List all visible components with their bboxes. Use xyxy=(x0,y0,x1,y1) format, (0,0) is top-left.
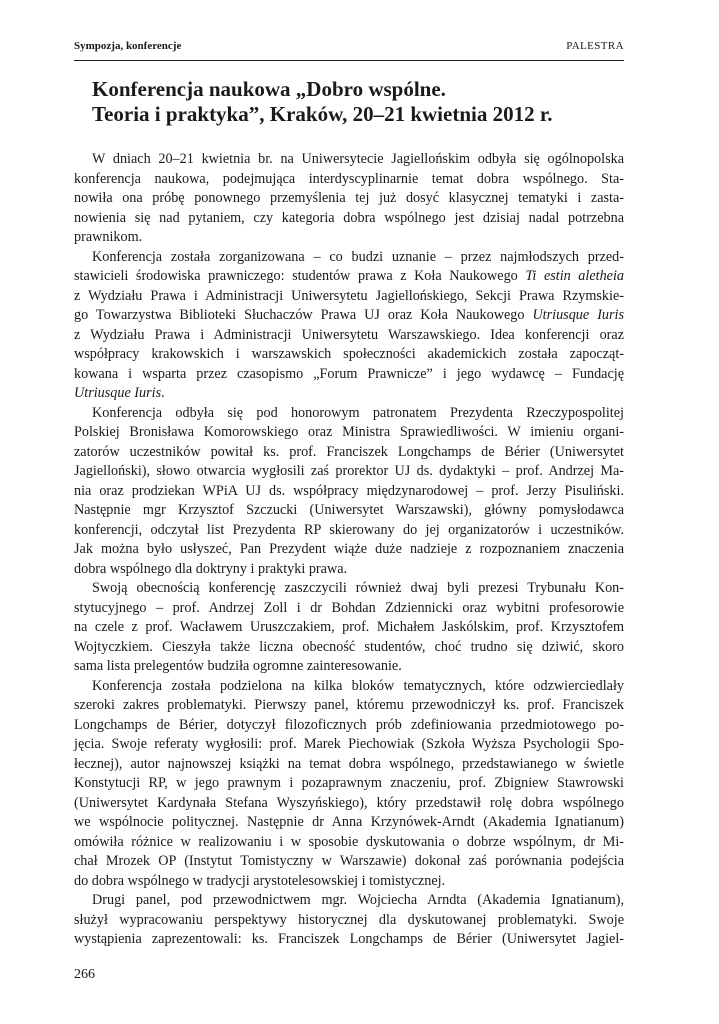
text-line: Konstytucji RP, w jego prawnym i pozaprawnym znaczeniu, prof. Zbigniew Stawrowski xyxy=(74,775,624,791)
text-line: konferencji, odczytał list Prezydenta RP skierowany do jej organizatorów i uczestników. xyxy=(74,521,624,538)
paragraph xyxy=(74,150,624,248)
text-line: Swoją obecnością konferencję zaszczycili również dwaj byli prezesi Trybunału Kon- xyxy=(92,580,624,596)
text-line: Jagielloński), słowo otwarcia wygłosili zaś prorektor UJ ds. dydaktyki – prof. Andrzej Ma- xyxy=(74,463,624,479)
running-header xyxy=(74,40,624,58)
text-line: (Uniwersytet Kardynała Stefana Wyszyńskiego), który przedstawił rolę dobra wspólnego xyxy=(74,794,624,811)
article-body xyxy=(74,150,624,950)
text-line: Konferencja odbyła się pod honorowym patronatem Prezydenta Rzeczypospolitej xyxy=(92,404,624,421)
text-line: służył wypracowaniu perspektywy historycznej dla dyskutowanej problematyki. Swoje xyxy=(74,911,624,928)
text-line: go Towarzystwa Biblioteki Słuchaczów Prawa UJ oraz Koła Naukowego Utriusque Iuris xyxy=(74,307,624,323)
text-line: do dobra wspólnego w tradycji arystotelesowskiej i tomistycznej. xyxy=(74,872,446,889)
text-line: stawicieli środowiska prawniczego: studentów prawa z Koła Naukowego Ti estin aletheia xyxy=(74,268,624,284)
paragraph xyxy=(74,677,624,892)
text-line: szeroki zakres problematyki. Pierwszy panel, któremu przewodniczył ks. prof. Franciszek xyxy=(74,697,624,713)
title-line-2: Teoria i praktyka”, Kraków, 20–21 kwietnia 2012 r. xyxy=(92,102,553,126)
text-line: na czele z prof. Wacławem Uruszczakiem, prof. Michałem Jaskólskim, prof. Krzysztofem xyxy=(74,619,624,635)
text-line: współpracy krakowskich i warszawskich społeczności akademickich została zapocząt- xyxy=(74,346,624,362)
paragraph xyxy=(74,891,624,950)
text-line: Następnie mgr Krzysztof Szczucki (Uniwersytet Warszawski), główny pomysłodawca xyxy=(74,502,624,518)
text-line: Utriusque Iuris. xyxy=(74,385,165,401)
text-line: W dniach 20–21 kwietnia br. na Uniwersytecie Jagiellońskim odbyła się ogólnopolska xyxy=(92,151,624,167)
paragraph xyxy=(74,579,624,677)
text-line: omówiła różnice w realizowaniu i w sposobie dyskutowania o dobrze wspólnym, dr Mi- xyxy=(74,833,624,850)
text-line: zatorów uczestników powitał ks. prof. Franciszek Longchamps de Bérier (Uniwersytet xyxy=(74,443,624,460)
text-line: nowienia się nad pytaniem, czy kategoria dobra wspólnego jest dzisiaj nadal potrzebna xyxy=(74,209,624,226)
section-label: Sympozja, konferencje xyxy=(74,40,182,52)
text-line: dobra wspólnego dla doktryny i praktyki prawa. xyxy=(74,560,348,577)
text-line: Jak można było usłyszeć, Pan Prezydent wiąże duże nadzieje z rozpoznaniem znaczenia xyxy=(74,541,624,557)
text-line: Polskiej Bronisława Komorowskiego oraz Ministra Sprawiedliwości. W imieniu organi- xyxy=(74,424,624,440)
text-line: prawnikom. xyxy=(74,229,143,245)
text-line: Longchamps de Bérier, dotyczył filozoficznych prób zdefiniowania przedmiotowego po- xyxy=(74,716,624,733)
text-line: stytucyjnego – prof. Andrzej Zoll i dr Bohdan Zdziennicki oraz wybitni profesorowie xyxy=(74,599,624,616)
title-line-1: Konferencja naukowa „Dobro wspólne. xyxy=(92,77,446,101)
text-line: jęcia. Swoje referaty wygłosili: prof. Marek Piechowiak (Szkoła Wyższa Psychologii Spo- xyxy=(74,736,624,752)
paragraph xyxy=(74,404,624,580)
text-line: nowiła ona próbę ponownego przemyślenia tej już dosyć klasycznej tematyki i zasta- xyxy=(74,190,624,206)
article-title xyxy=(92,77,632,127)
text-line: Konferencja została podzielona na kilka bloków tematycznych, które odzwierciedlały xyxy=(92,677,624,694)
text-line: sama lista prelegentów budziła ogromne zainteresowanie. xyxy=(74,658,402,674)
text-line: wystąpienia zaprezentowali: ks. Franciszek Longchamps de Bérier (Uniwersytet Jagiel- xyxy=(74,931,624,947)
paragraph xyxy=(74,248,624,404)
header-rule xyxy=(74,60,624,61)
text-line: z Wydziału Prawa i Administracji Uniwersytetu Warszawskiego. Idea konferencji oraz xyxy=(74,326,624,343)
text-line: nia oraz prodziekan WPiA UJ ds. współpracy międzynarodowej – prof. Jerzy Pisuliński. xyxy=(74,482,624,499)
text-line: z Wydziału Prawa i Administracji Uniwersytetu Jagiellońskiego, Sekcji Prawa Rzymskie- xyxy=(74,287,624,304)
text-line: chał Mrozek OP (Instytut Tomistyczny w Warszawie) dokonał zaś porównania podejścia xyxy=(74,853,624,869)
text-line: Drugi panel, pod przewodnictwem mgr. Wojciecha Arndta (Akademia Ignatianum), xyxy=(92,892,624,908)
page-number: 266 xyxy=(74,967,95,982)
journal-name: PALESTRA xyxy=(566,40,624,52)
text-line: łecznej), autor najnowszej książki na temat dobra wspólnego, przedstawianego w świetle xyxy=(74,755,624,772)
text-line: Konferencja została zorganizowana – co budzi uznanie – przez najmłodszych przed- xyxy=(92,248,624,265)
text-line: Wojtyczkiem. Cieszyła także liczna obecność studentów, choć trudno się dziwić, skoro xyxy=(74,638,624,655)
text-line: konferencja naukowa, podejmująca interdyscyplinarnie temat dobra wspólnego. Sta- xyxy=(74,170,624,187)
text-line: kowana i wsparta przez czasopismo „Forum Prawnicze” i jego wydawcę – Fundację xyxy=(74,365,624,382)
text-line: we wspólnocie politycznej. Następnie dr Anna Krzynówek-Arndt (Akademia Ignatianum) xyxy=(74,814,624,830)
